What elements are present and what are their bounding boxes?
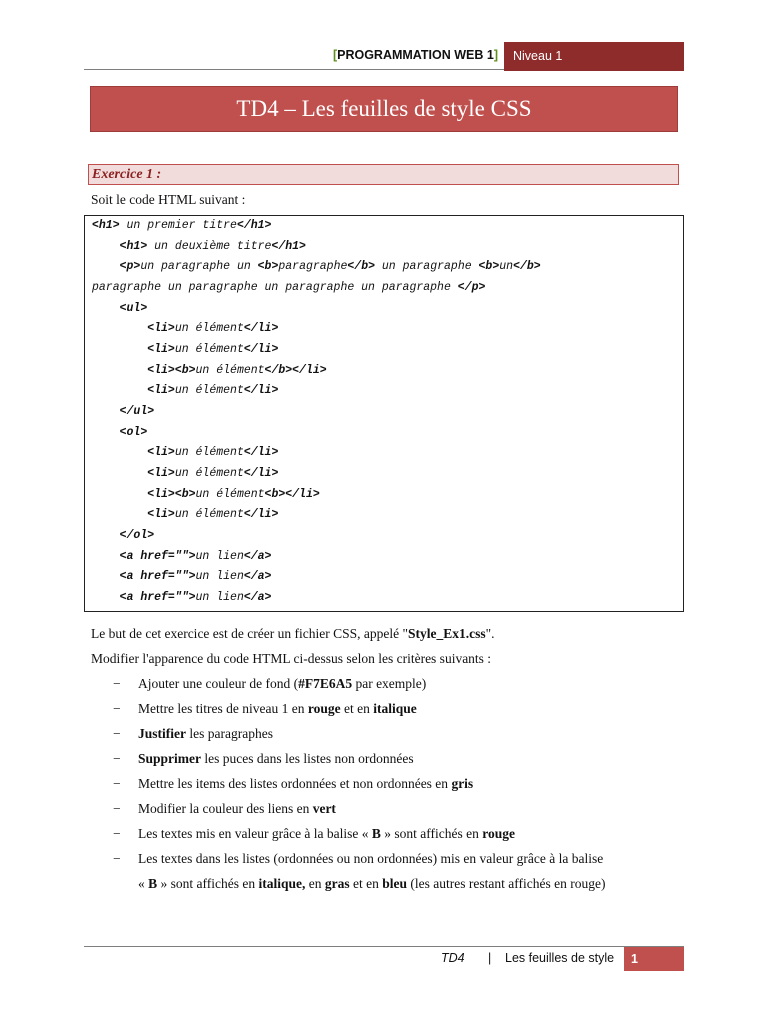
code-line: <li>un élément</li> [147,343,279,356]
criteria-item: Justifier les paragraphes [138,726,273,741]
footer-doc: TD4 [441,951,465,965]
code-line: <li><b>un élément<b></li> [147,488,320,501]
paragraph-goal: Le but de cet exercice est de créer un fichier CSS, appelé "Style_Ex1.css". [91,626,495,641]
paragraph-instructions: Modifier l'apparence du code HTML ci-dessus selon les critères suivants : [91,651,492,666]
document-title: TD4 – Les feuilles de style CSS [90,86,678,132]
bullet-dash: − [113,801,121,816]
criteria-item: Mettre les titres de niveau 1 en rouge et en italique [138,701,417,716]
code-line: <p>un paragraphe un <b>paragraphe</b> un paragraphe <b>un</b> [119,260,541,273]
bullet-dash: − [113,701,121,716]
course-name: PROGRAMMATION WEB 1 [337,48,494,62]
code-line: <a href="">un lien</a> [119,591,272,604]
course-title [333,48,498,62]
level-badge: Niveau 1 [504,42,684,71]
criteria-item: Les textes mis en valeur grâce à la balise « B » sont affichés en rouge [138,826,516,841]
code-line: <li>un élément</li> [147,508,279,521]
bullet-dash: − [113,776,121,791]
code-line: <a href="">un lien</a> [119,550,272,563]
criteria-item: Mettre les items des listes ordonnées et non ordonnées en gris [138,776,474,791]
code-line: <h1> un deuxième titre</h1> [119,240,306,253]
bracket-close: ] [493,48,498,62]
code-line: <ul> [119,302,148,315]
code-line: <li>un élément</li> [147,322,279,335]
footer-rule [84,946,684,947]
bullet-dash: − [113,851,121,866]
footer-section: Les feuilles de style [505,951,615,965]
bullet-dash: − [113,751,121,766]
code-line: <h1> un premier titre</h1> [92,219,272,232]
header-rule [84,69,504,70]
code-line: <li><b>un élément</b></li> [147,364,327,377]
criteria-item-continued: « B » sont affichés en italique, en gras et en bleu (les autres restant affichés en rouge) [138,876,606,891]
criteria-item: Modifier la couleur des liens en vert [138,801,336,816]
code-block [84,215,684,612]
criteria-item: Supprimer les puces dans les listes non ordonnées [138,751,414,766]
exercise-heading: Exercice 1 : [88,164,679,185]
page-header [84,42,684,71]
bullet-dash: − [113,726,121,741]
code-line: <li>un élément</li> [147,467,279,480]
criteria-item: Les textes dans les listes (ordonnées ou non ordonnées) mis en valeur grâce à la balise [138,851,604,866]
code-line: <ol> [119,426,148,439]
footer-separator: | [488,951,492,965]
code-line: </ul> [119,405,155,418]
code-line: paragraphe un paragraphe un paragraphe un paragraphe </p> [92,281,486,294]
intro-text: Soit le code HTML suivant : [91,192,246,207]
code-line: <li>un élément</li> [147,446,279,459]
bracket-open: [ [332,48,338,62]
code-line: <a href="">un lien</a> [119,570,272,583]
page-number: 1 [624,947,684,971]
bullet-dash: − [113,826,121,841]
bullet-dash: − [113,676,121,691]
code-line: <li>un élément</li> [147,384,279,397]
code-line: </ol> [119,529,155,542]
criteria-item: Ajouter une couleur de fond (#F7E6A5 par exemple) [138,676,427,691]
